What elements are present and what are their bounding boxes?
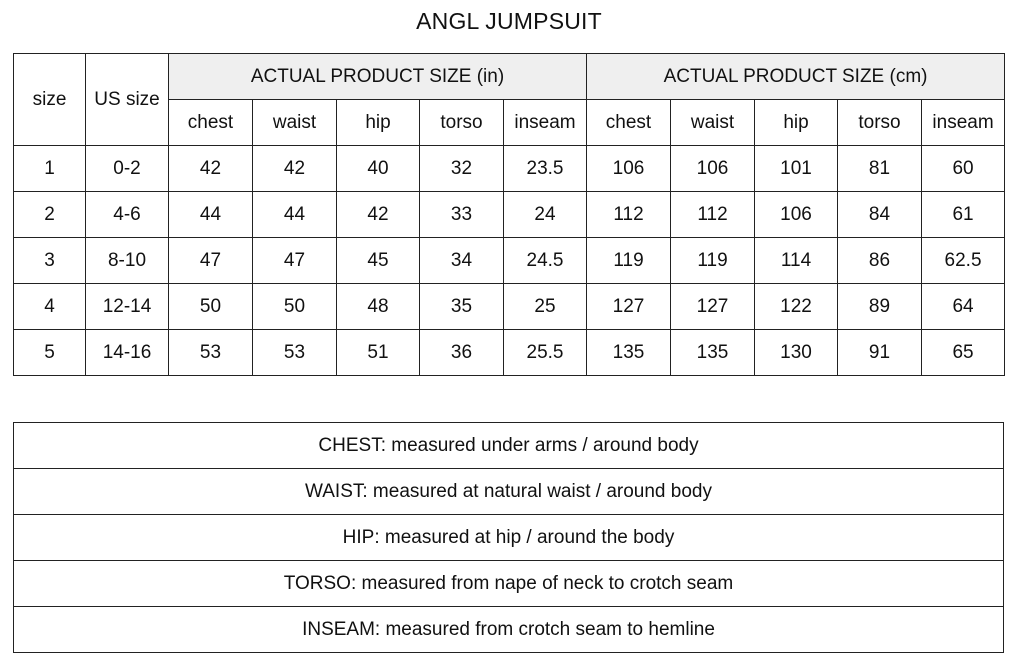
cell-inseam-in: 25	[504, 284, 587, 330]
cell-torso-in: 33	[420, 192, 504, 238]
header-group-cm: ACTUAL PRODUCT SIZE (cm)	[587, 54, 1005, 100]
cell-waist-in: 42	[253, 146, 337, 192]
cell-chest-cm: 135	[587, 330, 671, 376]
cell-us-size: 14-16	[86, 330, 169, 376]
cell-inseam-in: 25.5	[504, 330, 587, 376]
cell-inseam-in: 24	[504, 192, 587, 238]
cell-chest-in: 44	[169, 192, 253, 238]
header-torso-in: torso	[420, 100, 504, 146]
cell-inseam-cm: 62.5	[922, 238, 1005, 284]
cell-chest-cm: 127	[587, 284, 671, 330]
cell-inseam-cm: 60	[922, 146, 1005, 192]
definition-hip: HIP: measured at hip / around the body	[14, 515, 1004, 561]
cell-waist-cm: 106	[671, 146, 755, 192]
table-row	[14, 284, 1005, 330]
cell-chest-cm: 112	[587, 192, 671, 238]
cell-chest-cm: 119	[587, 238, 671, 284]
cell-waist-in: 50	[253, 284, 337, 330]
table-row	[14, 192, 1005, 238]
cell-torso-cm: 84	[838, 192, 922, 238]
cell-chest-in: 42	[169, 146, 253, 192]
header-us-size: US size	[86, 54, 169, 146]
cell-inseam-cm: 64	[922, 284, 1005, 330]
cell-waist-cm: 112	[671, 192, 755, 238]
cell-chest-in: 47	[169, 238, 253, 284]
header-inseam-cm: inseam	[922, 100, 1005, 146]
header-inseam-in: inseam	[504, 100, 587, 146]
cell-torso-cm: 86	[838, 238, 922, 284]
table-row	[14, 146, 1005, 192]
page-title: ANGL JUMPSUIT	[416, 8, 602, 34]
cell-size: 2	[14, 192, 86, 238]
cell-torso-in: 34	[420, 238, 504, 284]
cell-waist-cm: 135	[671, 330, 755, 376]
cell-size: 1	[14, 146, 86, 192]
definition-chest: CHEST: measured under arms / around body	[14, 423, 1004, 469]
cell-inseam-in: 24.5	[504, 238, 587, 284]
cell-hip-cm: 130	[755, 330, 838, 376]
header-waist-in: waist	[253, 100, 337, 146]
header-torso-cm: torso	[838, 100, 922, 146]
cell-chest-in: 50	[169, 284, 253, 330]
cell-size: 4	[14, 284, 86, 330]
definition-inseam: INSEAM: measured from crotch seam to hemline	[14, 607, 1004, 653]
cell-size: 3	[14, 238, 86, 284]
cell-torso-in: 32	[420, 146, 504, 192]
cell-size: 5	[14, 330, 86, 376]
definition-torso: TORSO: measured from nape of neck to crotch seam	[14, 561, 1004, 607]
measurement-definitions-table	[13, 422, 1004, 653]
cell-hip-in: 40	[337, 146, 420, 192]
cell-chest-cm: 106	[587, 146, 671, 192]
cell-waist-cm: 119	[671, 238, 755, 284]
cell-us-size: 8-10	[86, 238, 169, 284]
cell-us-size: 12-14	[86, 284, 169, 330]
definition-row	[14, 607, 1004, 653]
cell-hip-cm: 101	[755, 146, 838, 192]
cell-us-size: 0-2	[86, 146, 169, 192]
cell-waist-cm: 127	[671, 284, 755, 330]
cell-waist-in: 47	[253, 238, 337, 284]
table-row	[14, 330, 1005, 376]
definition-row	[14, 469, 1004, 515]
header-hip-cm: hip	[755, 100, 838, 146]
header-hip-in: hip	[337, 100, 420, 146]
cell-hip-cm: 106	[755, 192, 838, 238]
table-row	[14, 238, 1005, 284]
cell-torso-cm: 89	[838, 284, 922, 330]
cell-torso-cm: 91	[838, 330, 922, 376]
header-group-inches: ACTUAL PRODUCT SIZE (in)	[169, 54, 587, 100]
cell-waist-in: 53	[253, 330, 337, 376]
definition-waist: WAIST: measured at natural waist / around body	[14, 469, 1004, 515]
cell-hip-cm: 122	[755, 284, 838, 330]
cell-hip-cm: 114	[755, 238, 838, 284]
size-chart-table	[13, 53, 1005, 376]
definition-row	[14, 561, 1004, 607]
header-chest-in: chest	[169, 100, 253, 146]
cell-hip-in: 48	[337, 284, 420, 330]
cell-torso-cm: 81	[838, 146, 922, 192]
header-size: size	[14, 54, 86, 146]
header-waist-cm: waist	[671, 100, 755, 146]
definition-row	[14, 423, 1004, 469]
cell-chest-in: 53	[169, 330, 253, 376]
cell-inseam-cm: 65	[922, 330, 1005, 376]
cell-torso-in: 36	[420, 330, 504, 376]
cell-hip-in: 45	[337, 238, 420, 284]
cell-inseam-in: 23.5	[504, 146, 587, 192]
cell-inseam-cm: 61	[922, 192, 1005, 238]
definition-row	[14, 515, 1004, 561]
cell-hip-in: 42	[337, 192, 420, 238]
cell-torso-in: 35	[420, 284, 504, 330]
cell-waist-in: 44	[253, 192, 337, 238]
header-chest-cm: chest	[587, 100, 671, 146]
cell-us-size: 4-6	[86, 192, 169, 238]
cell-hip-in: 51	[337, 330, 420, 376]
